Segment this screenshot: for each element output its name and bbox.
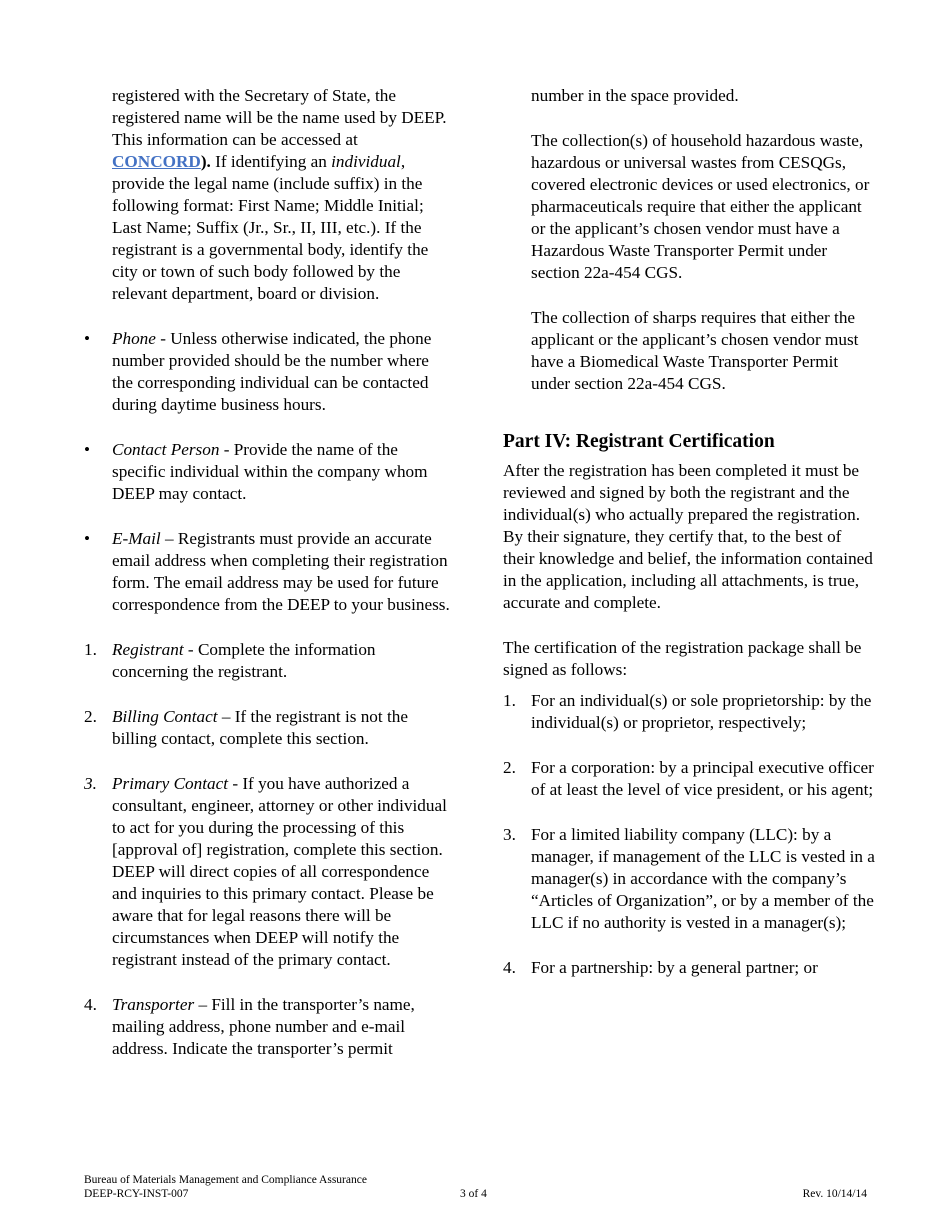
bullet-phone: • Phone - Unless otherwise indicated, the phone number provided should be the number where the corresponding individual can be contacted during daytime business hours. (84, 329, 432, 414)
certification-signing-intro: The certification of the registration package shall be signed as follows: (503, 638, 862, 679)
numbered-item-transporter: 4. Transporter – Fill in the transporter’s name, mailing address, phone number and e-mail address. Indicate the transporter’s permit (84, 995, 415, 1058)
numbered-item-registrant: 1. Registrant - Complete the information concerning the registrant. (84, 640, 376, 681)
right-column (503, 85, 875, 979)
footer-revision: Rev. 10/14/14 (802, 1188, 867, 1200)
concord-link[interactable]: CONCORD (112, 152, 201, 171)
hazardous-waste-paragraph: The collection(s) of household hazardous waste, hazardous or universal wastes from CESQGs, covered electronic devices or used electronics, or pharmaceuticals require that either the applicant or the applicant’s chosen vendor must have a Hazardous Waste Transporter Permit under section 22a-454 CGS. (531, 131, 870, 282)
registrant-name-instructions: registered with the Secretary of State, the registered name will be the name used by DEEP. This information can be accessed at CONCORD). If identifying an individual, provide the legal name (include suffix) in the following format: First Name; Middle Initial; Last Name; Suffix (Jr., Sr., II, III, etc.). If the registrant is a governmental body, identify the city or town of such body followed by the relevant department, board or division. (112, 86, 447, 303)
bullet-contact-person: • Contact Person - Provide the name of the specific individual within the company whom DEEP may contact. (84, 440, 428, 503)
numbered-item-billing-contact: 2. Billing Contact – If the registrant is not the billing contact, complete this section. (84, 707, 408, 748)
certification-intro: After the registration has been completed it must be reviewed and signed by both the registrant and the individual(s) who actually prepared the registration. By their signature, they certify that, to the best of their knowledge and belief, the information contained in the application, including all attachments, is true, accurate and complete. (503, 461, 873, 612)
cert-item-individual: 1. For an individual(s) or sole proprietorship: by the individual(s) or proprietor, respectively; (503, 691, 872, 732)
part-iv-heading: Part IV: Registrant Certification (503, 431, 775, 452)
left-column (84, 85, 454, 1060)
bullet-email: • E-Mail – Registrants must provide an accurate email address when completing their registration form. The email address may be used for future correspondence from the DEEP to your business. (84, 529, 450, 614)
numbered-item-primary-contact: 3. Primary Contact - If you have authorized a consultant, engineer, attorney or other individual to act for you during the processing of this [approval of] registration, complete this section. DEEP will direct copies of all correspondence and inquiries to this primary contact. Please be aware that for legal reasons there will be circumstances when DEEP will notify the registrant instead of the primary contact. (84, 774, 447, 969)
footer-doc-id: DEEP-RCY-INST-007 (84, 1188, 189, 1200)
footer-page-number: 3 of 4 (460, 1188, 487, 1200)
footer-bureau: Bureau of Materials Management and Compliance Assurance (84, 1174, 367, 1186)
cert-item-corporation: 2. For a corporation: by a principal executive officer of at least the level of vice president, or his agent; (503, 758, 874, 799)
sharps-paragraph: The collection of sharps requires that either the applicant or the applicant’s chosen vendor must have a Biomedical Waste Transporter Permit under section 22a-454 CGS. (531, 308, 859, 393)
cert-item-partnership: 4. For a partnership: by a general partner; or (503, 958, 818, 977)
transporter-continuation: number in the space provided. (531, 86, 739, 105)
page-footer (84, 1173, 867, 1201)
cert-item-llc: 3. For a limited liability company (LLC): by a manager, if management of the LLC is vested in a manager(s) in accordance with the company’s “Articles of Organization”, or by a member of the LLC if no authority is vested in a manager(s); (503, 825, 875, 932)
